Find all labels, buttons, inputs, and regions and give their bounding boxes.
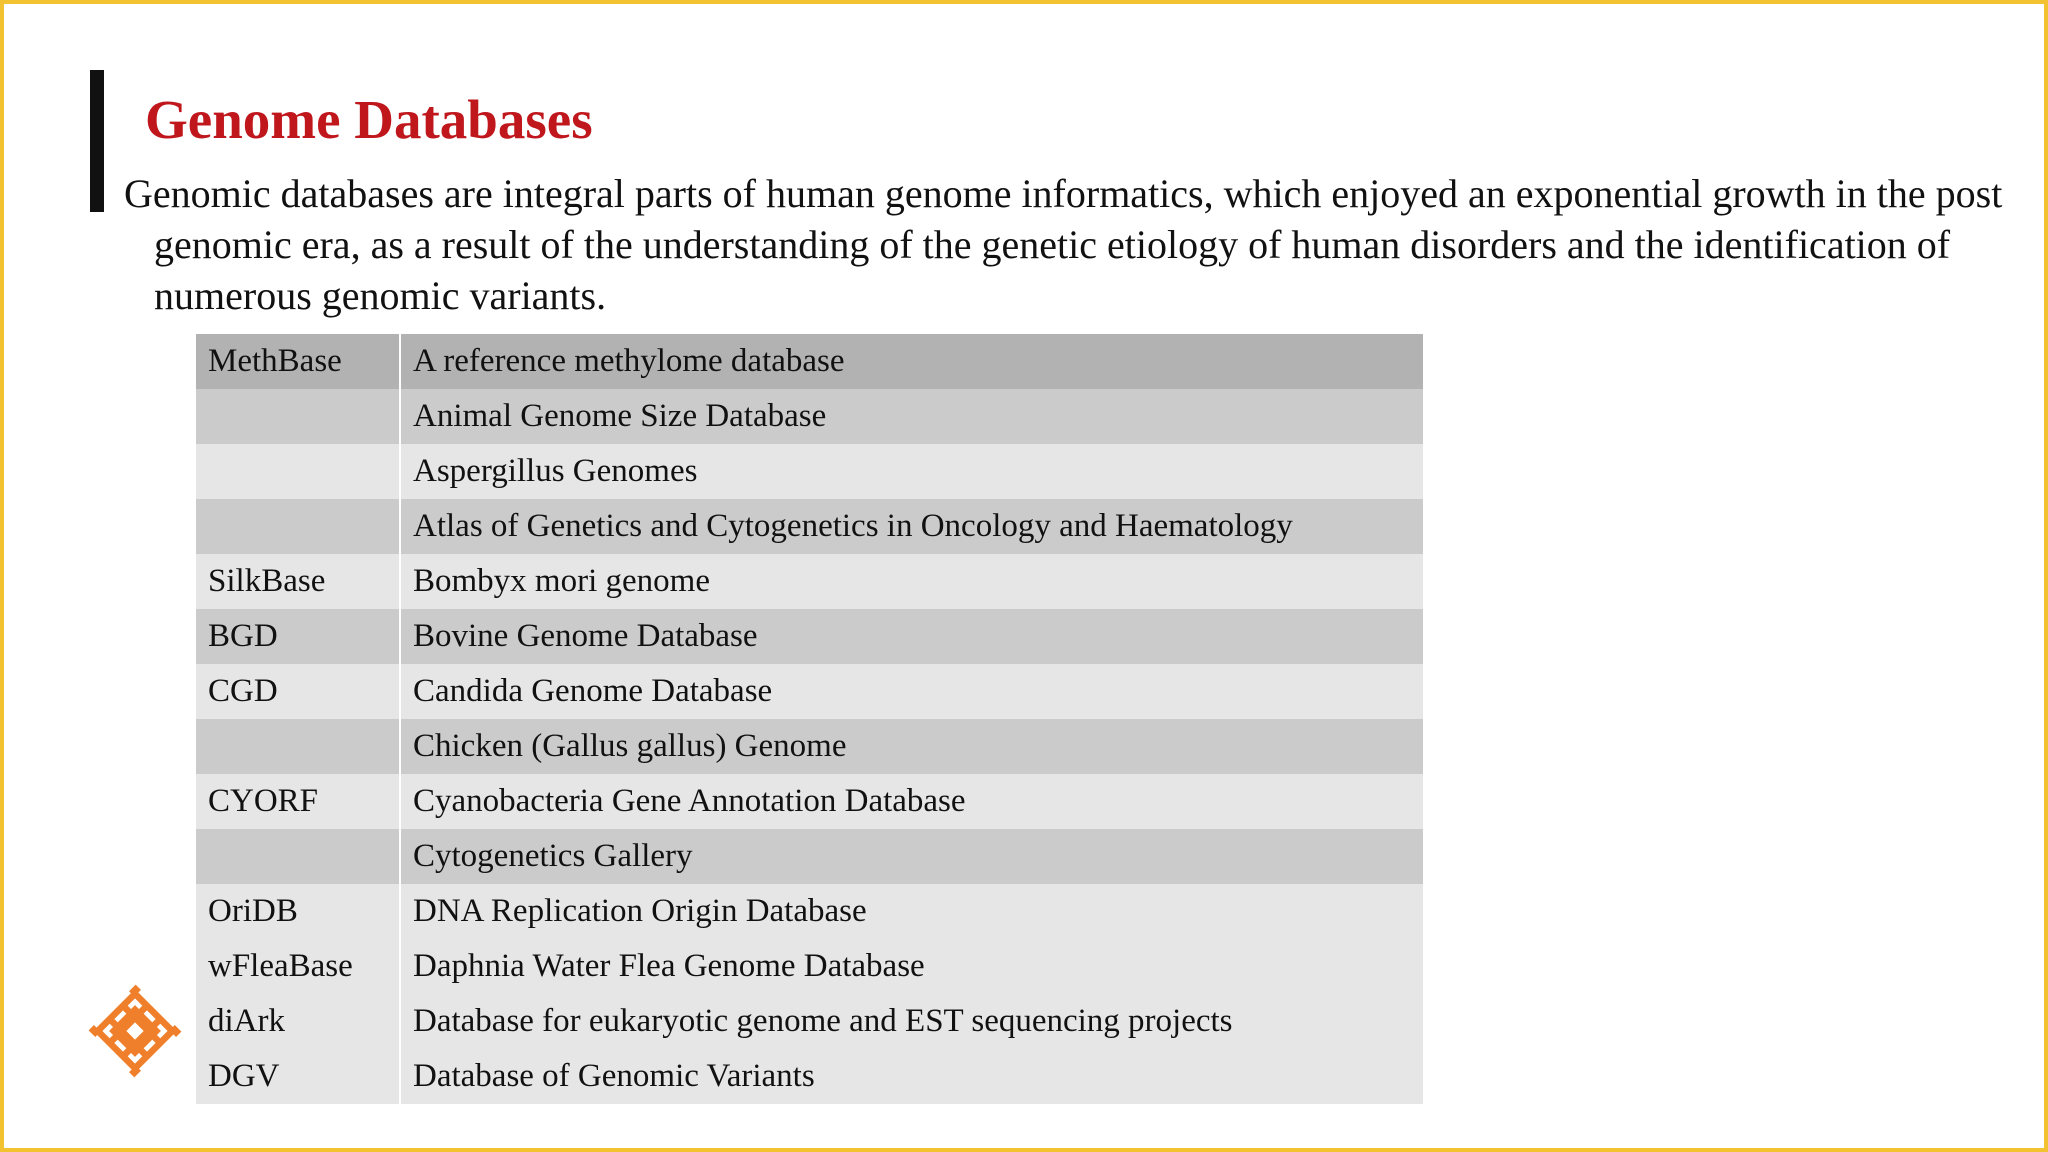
database-name-cell: Atlas of Genetics and Cytogenetics in Oncology and Haematology [399, 499, 1423, 554]
table-row [196, 444, 1423, 499]
database-name-cell: Cyanobacteria Gene Annotation Database [399, 774, 1423, 829]
intro-paragraph: Genomic databases are integral parts of human genome informatics, which enjoyed an exponential growth in the post genomic era, as a result of the understanding of the genetic etiology of human disorders and the identification of numerous genomic variants. [124, 171, 2003, 318]
database-name-cell: Daphnia Water Flea Genome Database [399, 939, 1423, 994]
database-abbreviation-cell: DGV [196, 1049, 399, 1104]
database-abbreviation-cell [196, 719, 399, 774]
slide-title: Genome Databases [145, 89, 593, 150]
database-abbreviation-cell: diArk [196, 994, 399, 1049]
table-row [196, 499, 1423, 554]
table-row [196, 719, 1423, 774]
database-name-cell: Database of Genomic Variants [399, 1049, 1423, 1104]
database-abbreviation-cell: SilkBase [196, 554, 399, 609]
table-row [196, 609, 1423, 664]
database-name-cell: Chicken (Gallus gallus) Genome [399, 719, 1423, 774]
database-abbreviation-cell: BGD [196, 609, 399, 664]
database-name-cell: DNA Replication Origin Database [399, 884, 1423, 939]
table-row [196, 334, 1423, 389]
database-name-cell: A reference methylome database [399, 334, 1423, 389]
database-abbreviation-cell: OriDB [196, 884, 399, 939]
database-abbreviation-cell [196, 829, 399, 884]
database-abbreviation-cell [196, 499, 399, 554]
endless-knot-logo-icon [88, 984, 182, 1078]
database-abbreviation-cell: wFleaBase [196, 939, 399, 994]
database-name-cell: Animal Genome Size Database [399, 389, 1423, 444]
database-abbreviation-cell: CYORF [196, 774, 399, 829]
database-name-cell: Database for eukaryotic genome and EST sequencing projects [399, 994, 1423, 1049]
table-row [196, 884, 1423, 939]
table-row [196, 829, 1423, 884]
table-row [196, 939, 1423, 994]
database-name-cell: Candida Genome Database [399, 664, 1423, 719]
table-row [196, 389, 1423, 444]
database-abbreviation-cell: MethBase [196, 334, 399, 389]
genome-database-table [196, 334, 1423, 1104]
database-name-cell: Aspergillus Genomes [399, 444, 1423, 499]
database-name-cell: Bombyx mori genome [399, 554, 1423, 609]
database-abbreviation-cell [196, 444, 399, 499]
title-accent-bar [90, 70, 104, 212]
table-row [196, 774, 1423, 829]
table-row [196, 994, 1423, 1049]
database-abbreviation-cell [196, 389, 399, 444]
database-name-cell: Bovine Genome Database [399, 609, 1423, 664]
database-abbreviation-cell: CGD [196, 664, 399, 719]
database-name-cell: Cytogenetics Gallery [399, 829, 1423, 884]
table-row [196, 1049, 1423, 1104]
table-row [196, 554, 1423, 609]
table-row [196, 664, 1423, 719]
